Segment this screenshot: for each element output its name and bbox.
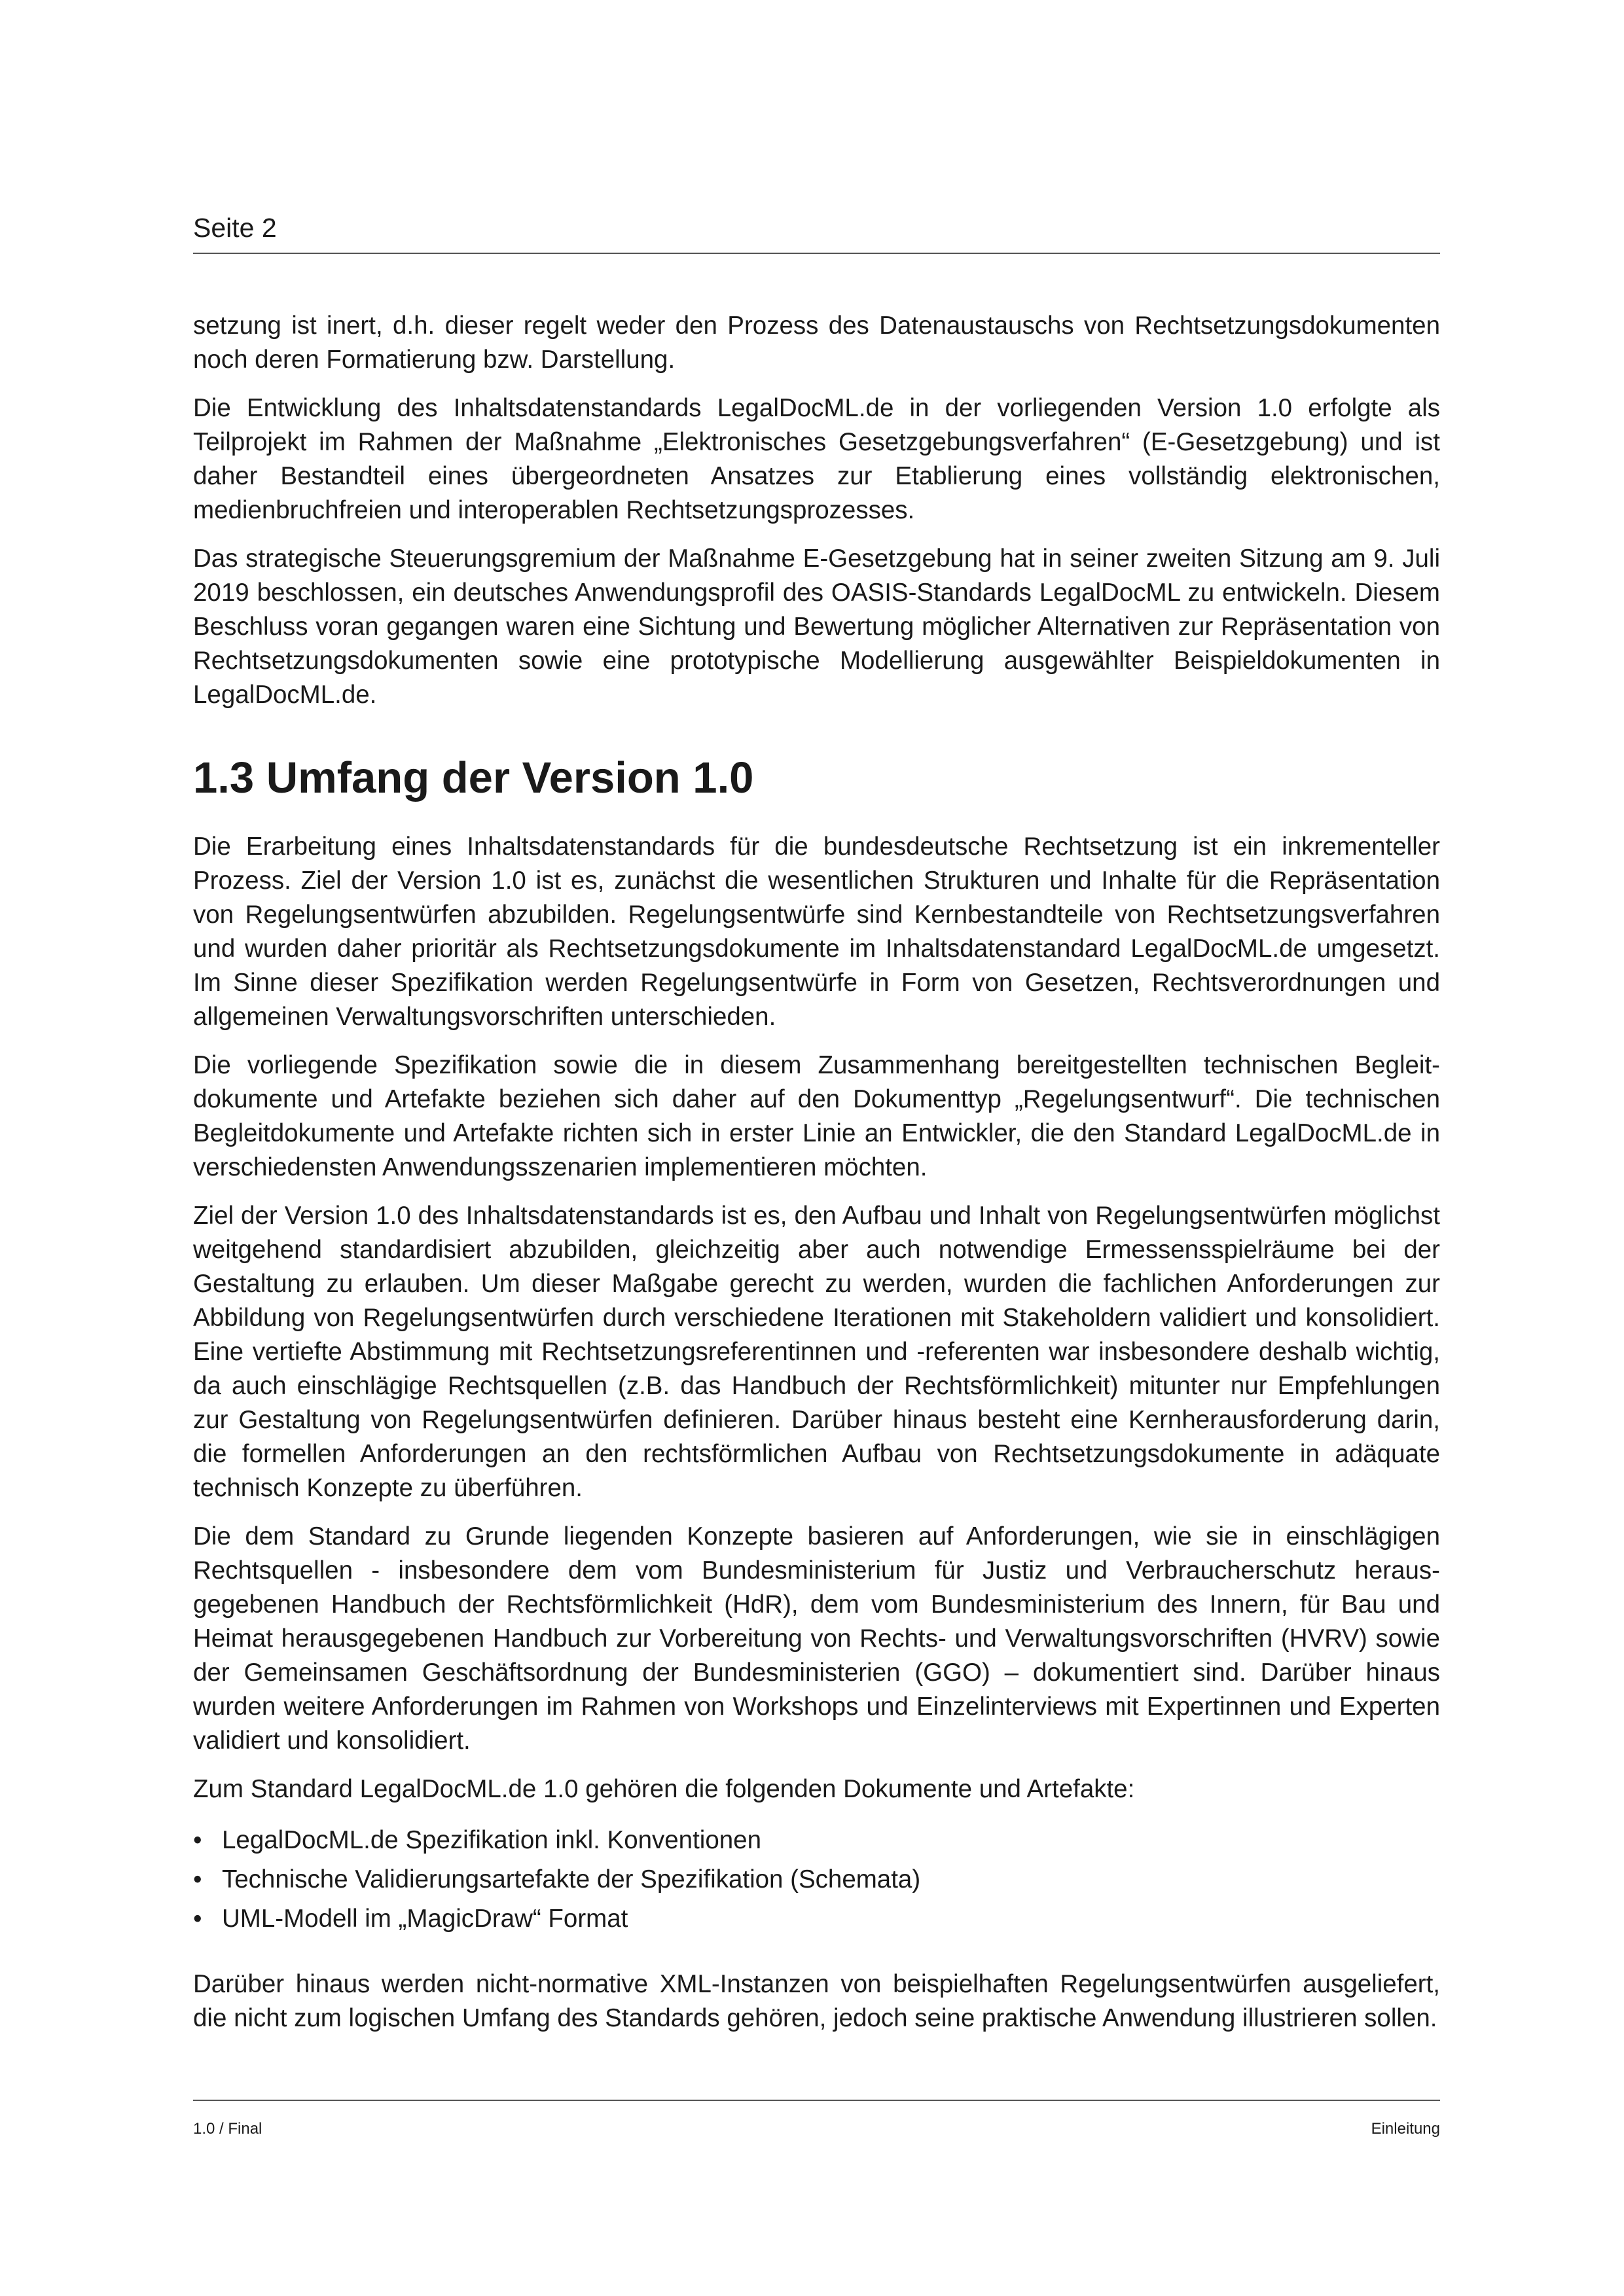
artifact-list xyxy=(193,1821,1440,1939)
paragraph-steering-committee: Das strategische Steuerungsgremium der Maßnahme E-Gesetzgebung hat in seiner zweiten Sitzung am 9. Juli 2019 beschlossen, ein deutsches Anwendungsprofil des OASIS-Standards LegalDocML zu entwickeln. Diesem Beschluss voran gegangen waren eine Sichtung und Bewertung möglicher Alternativen zur Repräsentation von Rechtsetzungsdokumenten sowie eine prototypische Modellierung ausgewählter Beispieldokumenten in LegalDocML.de. xyxy=(193,545,1440,709)
footer-chapter: Einleitung xyxy=(1371,2120,1440,2138)
list-item-label: LegalDocML.de Spezifikation inkl. Konventionen xyxy=(222,1826,761,1854)
bullet-icon: • xyxy=(193,1826,202,1854)
list-item xyxy=(193,1821,1440,1860)
paragraph-specification-scope: Die vorliegende Spezifikation sowie die in diesem Zusammenhang bereitgestellten technischen Begleitdokumente und Artefakte beziehen sich daher auf den Dokumenttyp „Regelungsentwurf“. Die technischen Begleitdokumente und Artefakte richten sich in erster Linie an Entwickler, die den Standard LegalDocML.de in verschiedensten Anwendungsszenarien implementieren möchten. xyxy=(193,1051,1440,1181)
bullet-icon: • xyxy=(193,1865,202,1893)
list-intro: Zum Standard LegalDocML.de 1.0 gehören die folgenden Dokumente und Artefakte: xyxy=(193,1775,1135,1803)
list-item xyxy=(193,1899,1440,1939)
footer-version: 1.0 / Final xyxy=(193,2120,262,2138)
list-item-label: UML-Modell im „MagicDraw“ Format xyxy=(222,1905,628,1933)
paragraph-closing: Darüber hinaus werden nicht-normative XML-Instanzen von beispielhaften Regelungsentwürfen ausgeliefert, die nicht zum logischen Umfang des Standards gehören, jedoch seine praktische Anwendung illustrieren sollen. xyxy=(193,1970,1440,2032)
paragraph-legal-sources: Die dem Standard zu Grunde liegenden Konzepte basieren auf Anforderungen, wie sie in einschlägigen Rechtsquellen - insbesondere dem vom Bundesministerium für Justiz und Verbraucherschutz herausgegebenen Handbuch der Rechtsförmlichkeit (HdR), dem vom Bundesministerium des Innern, für Bau und Heimat herausgegebenen Handbuch zur Vorbereitung von Rechts- und Verwaltungsvorschriften (HVRV) sowie der Gemeinsamen Geschäftsordnung der Bundesministerien (GGO) – dokumentiert sind. Darüber hinaus wurden weitere Anforderungen im Rahmen von Workshops und Einzelinterviews mit Expertinnen und Experten validiert und konsolidiert. xyxy=(193,1522,1440,1755)
section-heading: 1.3 Umfang der Version 1.0 xyxy=(193,753,754,802)
page-footer xyxy=(193,2100,1440,2138)
page-number-label: Seite 2 xyxy=(193,213,277,243)
page-header xyxy=(193,208,1440,254)
paragraph-version-goal: Ziel der Version 1.0 des Inhaltsdatenstandards ist es, den Aufbau und Inhalt von Regelungsentwürfen möglichst weitgehend standardisiert abzubilden, gleichzeitig aber auch notwendige Ermessensspielräume bei der Gestaltung zu erlauben. Um dieser Maßgabe gerecht zu werden, wurden die fachlichen Anforderungen zur Abbildung von Regelungsentwürfen durch verschiedene Iterationen mit Stakeholdern validiert und konsolidiert. Eine vertiefte Abstimmung mit Rechtsetzungsreferentinnen und -referenten war insbesondere deshalb wichtig, da auch einschlägige Rechtsquellen (z.B. das Handbuch der Rechtsförmlichkeit) mitunter nur Empfehlungen zur Gestaltung von Regelungsentwürfen definieren. Darüber hinaus besteht eine Kernherausforderung darin, die formellen Anforderungen an den rechtsförmlichen Aufbau von Rechtsetzungsdokumente in adäquate technisch Konzepte zu überführen. xyxy=(193,1202,1440,1502)
paragraph-development: Die Entwicklung des Inhaltsdatenstandards LegalDocML.de in der vorliegenden Version 1.0 erfolgte als Teilprojekt im Rahmen der Maßnahme „Elektronisches Gesetzgebungsverfahren“ (E-Gesetzgebung) und ist daher Bestandteil eines übergeordneten Ansatzes zur Etablierung eines vollständig elektronischen, medienbruchfreien und interoperablen Rechtsetzungsprozesses. xyxy=(193,394,1440,524)
paragraph-scope-intro: Die Erarbeitung eines Inhaltsdatenstandards für die bundesdeutsche Rechtsetzung ist ein inkrementeller Prozess. Ziel der Version 1.0 ist es, zunächst die wesentlichen Strukturen und Inhalte für die Repräsentation von Regelungsentwürfen abzubilden. Regelungsentwürfe sind Kernbestandteile von Rechtsetzungsverfahren und wurden daher prioritär als Rechtsetzungsdokumente im Inhaltsdatenstandard LegalDocML.de umgesetzt. Im Sinne dieser Spezifikation werden Regelungsentwürfe in Form von Gesetzen, Rechtsverordnungen und allgemeinen Verwaltungsvorschriften unterschieden. xyxy=(193,833,1440,1031)
document-body xyxy=(193,309,1440,2050)
bullet-icon: • xyxy=(193,1905,202,1933)
paragraph-continuation: setzung ist inert, d.h. dieser regelt weder den Prozess des Datenaustauschs von Rechtsetzungsdokumenten noch deren Formatierung bzw. Darstellung. xyxy=(193,312,1440,374)
list-item-label: Technische Validierungsartefakte der Spezifikation (Schemata) xyxy=(222,1865,921,1893)
list-item xyxy=(193,1860,1440,1899)
